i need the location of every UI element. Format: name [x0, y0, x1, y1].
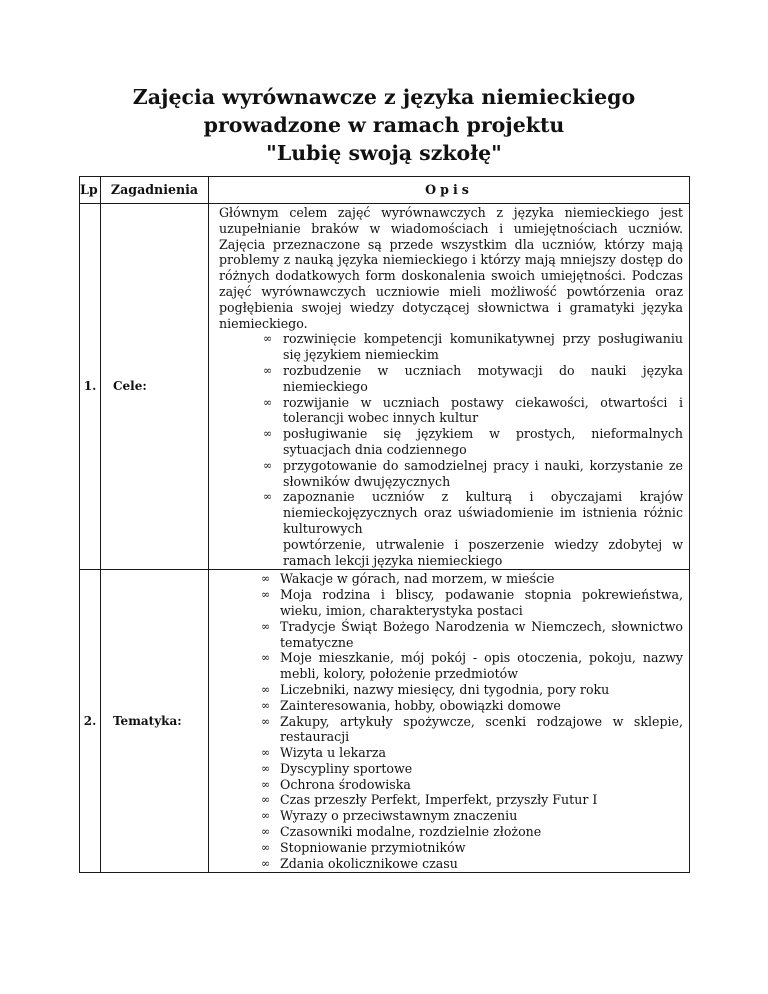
list-item: ∞ Wakacje w górach, nad morzem, w mieście [261, 571, 555, 587]
infinity-bullet-icon: ∞ [261, 761, 271, 775]
infinity-bullet-icon: ∞ [261, 840, 271, 854]
infinity-bullet-icon: ∞ [263, 427, 273, 441]
infinity-bullet-icon: ∞ [261, 714, 271, 728]
document-title [0, 83, 768, 167]
goals-list [219, 331, 683, 536]
title-line-3: "Lubię swoją szkołę" [266, 141, 502, 165]
list-item: ∞ Ochrona środowiska [261, 776, 411, 792]
infinity-bullet-icon: ∞ [261, 698, 271, 712]
infinity-bullet-icon: ∞ [261, 651, 271, 665]
table-header-row [80, 177, 690, 204]
list-item: ∞ rozwinięcie kompetencji komunikatywnej przy posługiwaniu się językiem niemieckim [263, 331, 683, 363]
list-item: ∞ Moja rodzina i bliscy, podawanie stopnia pokrewieństwa, wieku, imion, charakterystyka postaci [261, 587, 683, 618]
title-line-1: Zajęcia wyrównawcze z języka niemieckiego [132, 85, 636, 109]
row-topic-label: Cele: [101, 204, 209, 570]
row-number: 2. [80, 570, 101, 873]
list-item: ∞ zapoznanie uczniów z kulturą i obyczajami krajów niemieckojęzycznych oraz uświadomienie im istnienia różnic kulturowych [263, 489, 683, 536]
infinity-bullet-icon: ∞ [261, 825, 271, 839]
infinity-bullet-icon: ∞ [263, 363, 273, 377]
list-item: ∞ rozbudzenie w uczniach motywacji do nauki języka niemieckiego [263, 362, 683, 394]
infinity-bullet-icon: ∞ [261, 619, 271, 633]
infinity-bullet-icon: ∞ [263, 490, 273, 504]
infinity-bullet-icon: ∞ [263, 395, 273, 409]
program-table [79, 176, 690, 873]
infinity-bullet-icon: ∞ [261, 793, 271, 807]
list-item: ∞ Stopniowanie przymiotników [261, 839, 466, 855]
header-lp: Lp [80, 177, 101, 204]
list-item: ∞ Zdania okolicznikowe czasu [261, 855, 458, 871]
topics-list [219, 571, 683, 871]
infinity-bullet-icon: ∞ [263, 332, 273, 346]
row-topic-label: Tematyka: [101, 570, 209, 873]
row-number: 1. [80, 204, 101, 570]
infinity-bullet-icon: ∞ [261, 809, 271, 823]
infinity-bullet-icon: ∞ [263, 458, 273, 472]
infinity-bullet-icon: ∞ [261, 682, 271, 696]
row-description [209, 204, 690, 570]
infinity-bullet-icon: ∞ [261, 777, 271, 791]
list-item: ∞ Dyscypliny sportowe [261, 760, 413, 776]
infinity-bullet-icon: ∞ [261, 572, 271, 586]
infinity-bullet-icon: ∞ [261, 856, 271, 870]
row-description [209, 570, 690, 873]
cele-intro-paragraph: Głównym celem zajęć wyrównawczych z języka niemieckiego jest uzupełnianie braków w wiadomościach i umiejętnościach uczniów. Zajęcia przeznaczone są przede wszystkim dla uczniów, którzy mają problemy z nauką języka niemieckiego i którzy mają mniejszy dostęp do różnych dodatkowych form doskonalenia swoich umiejętności. Podczas zajęć wyrównawczych uczniowie mieli możliwość powtórzenia oraz pogłębienia swojej wiedzy dotyczącej słownictwa i gramatyki języka niemieckiego. [219, 205, 683, 331]
list-item: ∞ Wyrazy o przeciwstawnym znaczeniu [261, 808, 518, 824]
table-row-tematyka [80, 570, 690, 873]
header-zagadnienia: Zagadnienia [101, 177, 209, 204]
goal-unbulleted: powtórzenie, utrwalenie i poszerzenie wiedzy zdobytej w ramach lekcji języka niemieckiego [283, 536, 683, 568]
infinity-bullet-icon: ∞ [261, 746, 271, 760]
list-item: ∞ rozwijanie w uczniach postawy ciekawości, otwartości i tolerancji wobec innych kultur [263, 394, 683, 426]
list-item: ∞ Czas przeszły Perfekt, Imperfekt, przyszły Futur I [261, 792, 598, 808]
title-line-2: prowadzone w ramach projektu [203, 113, 565, 137]
list-item: ∞ Zainteresowania, hobby, obowiązki domowe [261, 697, 561, 713]
list-item: ∞ Wizyta u lekarza [261, 745, 386, 761]
infinity-bullet-icon: ∞ [261, 588, 271, 602]
list-item: ∞ Czasowniki modalne, rozdzielnie złożone [261, 824, 542, 840]
list-item: ∞ Moje mieszkanie, mój pokój - opis otoczenia, pokoju, nazwy mebli, kolory, położenie przedmiotów [261, 650, 683, 682]
list-item: ∞ posługiwanie się językiem w prostych, nieformalnych sytuacjach dnia codziennego [263, 426, 683, 457]
list-item: ∞ Liczebniki, nazwy miesięcy, dni tygodnia, pory roku [261, 681, 610, 697]
header-opis: Opis [209, 177, 690, 204]
list-item: ∞ Tradycje Świąt Bożego Narodzenia w Niemczech, słownictwo tematyczne [261, 618, 683, 650]
table-row-cele [80, 204, 690, 570]
list-item: ∞ przygotowanie do samodzielnej pracy i nauki, korzystanie ze słowników dwujęzycznych [263, 457, 683, 489]
list-item: ∞ Zakupy, artykuły spożywcze, scenki rodzajowe w sklepie, restauracji [261, 713, 683, 745]
